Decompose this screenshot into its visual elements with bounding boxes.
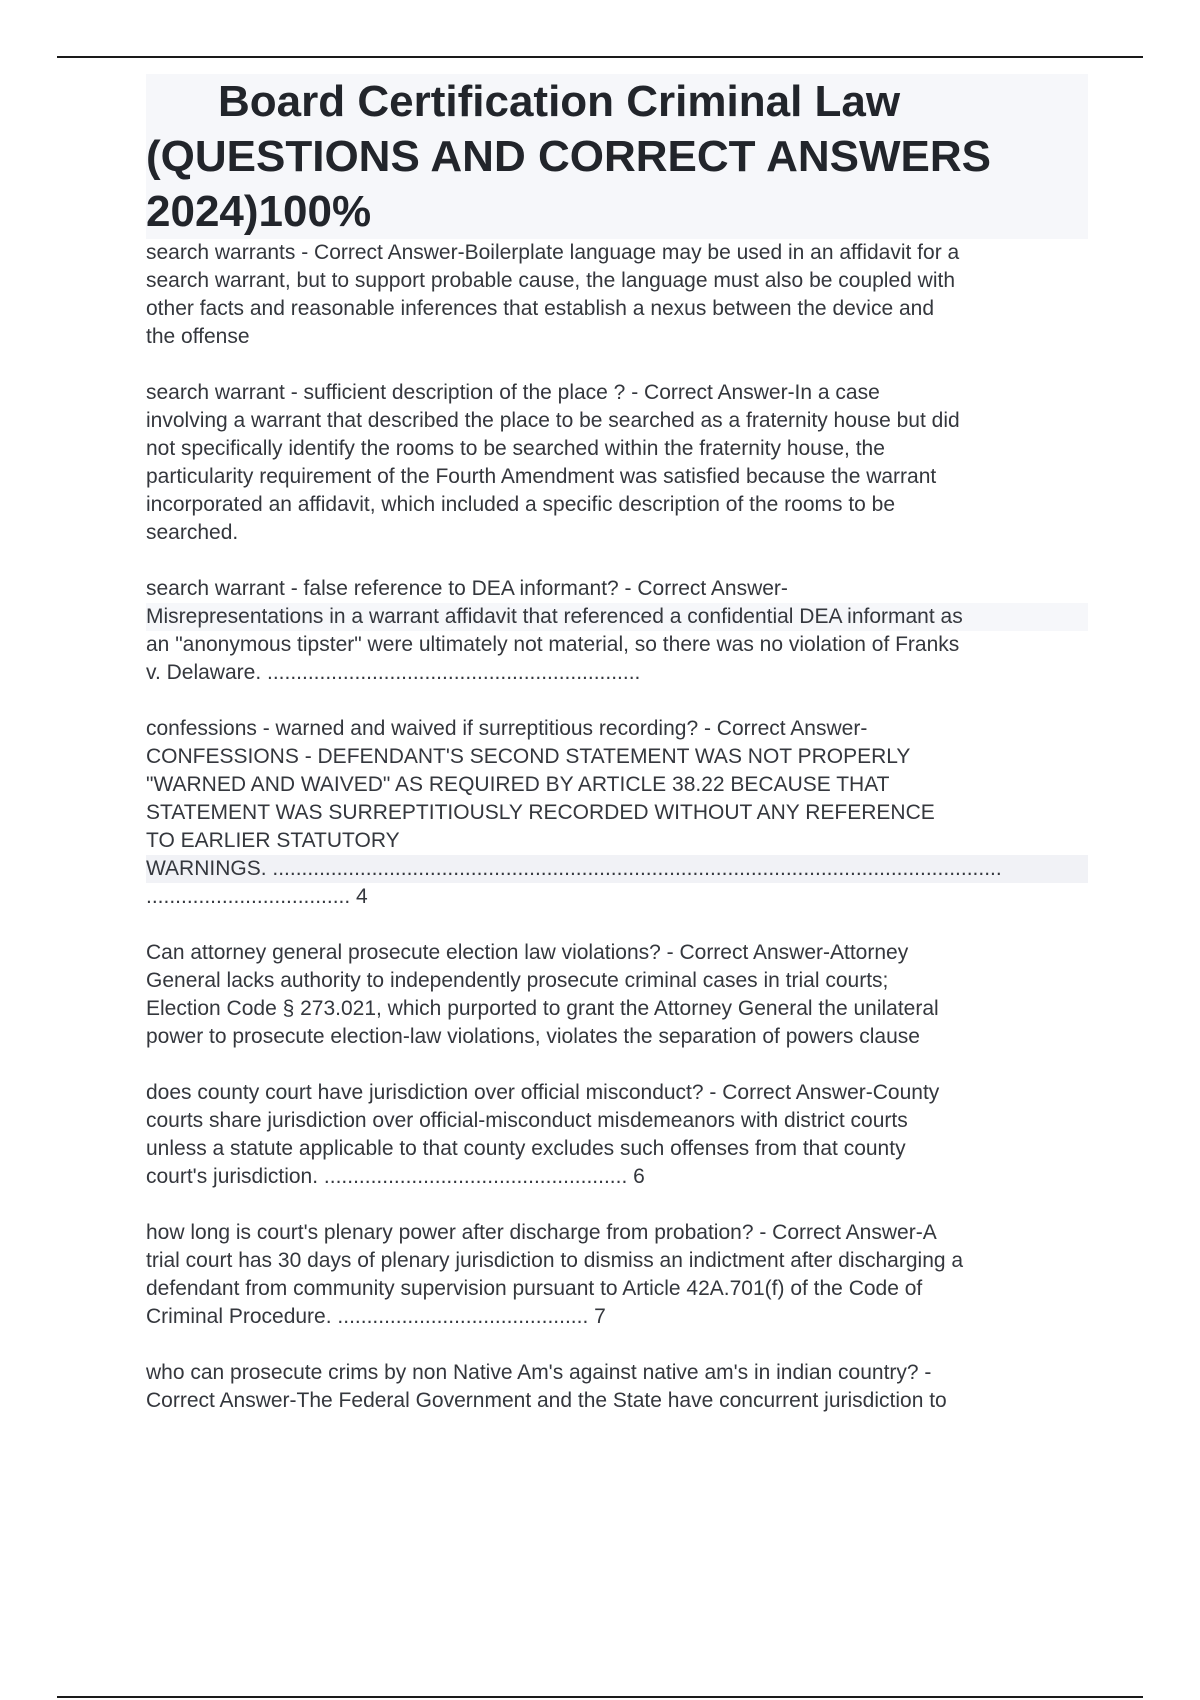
document-body — [146, 74, 1088, 1443]
qa-entry-attorney-general: Can attorney general prosecute election law violations? - Correct Answer-Attorney General lacks authority to independently prosecute criminal cases in trial courts; Election Code § 273.021, which purported to grant the Attorney General the unilateral power to prosecute election-law violations, violates the separation of powers clause — [146, 941, 939, 1048]
qa-entry-plenary-power: how long is court's plenary power after discharge from probation? - Correct Answer-A trial court has 30 days of plenary jurisdiction to dismiss an indictment after discharging a defendant from community supervision pursuant to Article 42A.701(f) of the Code of Criminal Procedure. ........................................... 7 — [146, 1221, 964, 1328]
top-rule — [57, 56, 1143, 58]
document-title: Board Certification Criminal Law (QUESTIONS AND CORRECT ANSWERS 2024)100% — [146, 74, 1088, 239]
bottom-rule — [57, 1696, 1143, 1698]
qa-entry-search-warrants: search warrants - Correct Answer-Boilerplate language may be used in an affidavit for a search warrant, but to support probable cause, the language must also be coupled with other facts and reasonable inferences that establish a nexus between the device and the offense — [146, 241, 960, 348]
qa-entry-dea-informant: search warrant - false reference to DEA informant? - Correct Answer- Misrepresentations in a warrant affidavit that referenced a confidential DEA informant as an "anonymous tipster" were ultimately not material, so there was no violation of Franks v. Delaware. ................................................................ — [146, 575, 1088, 687]
qa-entry-county-court: does county court have jurisdiction over official misconduct? - Correct Answer-County courts share jurisdiction over official-misconduct misdemeanors with district courts unless a statute applicable to that county excludes such offenses from that county court's jurisdiction. .................................................... 6 — [146, 1081, 940, 1188]
qa-entry-indian-country: who can prosecute crims by non Native Am's against native am's in indian country? - Correct Answer-The Federal Government and the State have concurrent jurisdiction to — [146, 1361, 947, 1412]
qa-entry-place-description: search warrant - sufficient description of the place ? - Correct Answer-In a case involving a warrant that described the place to be searched as a fraternity house but did not specifically identify the rooms to be searched within the fraternity house, the particularity requirement of the Fourth Amendment was satisfied because the warrant incorporated an affidavit, which included a specific description of the rooms to be searched. — [146, 381, 960, 544]
qa-entry-confessions: confessions - warned and waived if surreptitious recording? - Correct Answer- CONFESSIONS - DEFENDANT'S SECOND STATEMENT WAS NOT PROPERLY "WARNED AND WAIVED" AS REQUIRED BY ARTICLE 38.22 BECAUSE THAT STATEMENT WAS SURREPTITIOUSLY RECORDED WITHOUT ANY REFERENCE TO EARLIER STATUTORY WARNINGS. ............................................................................................................................. ................................... 4 — [146, 715, 1088, 911]
